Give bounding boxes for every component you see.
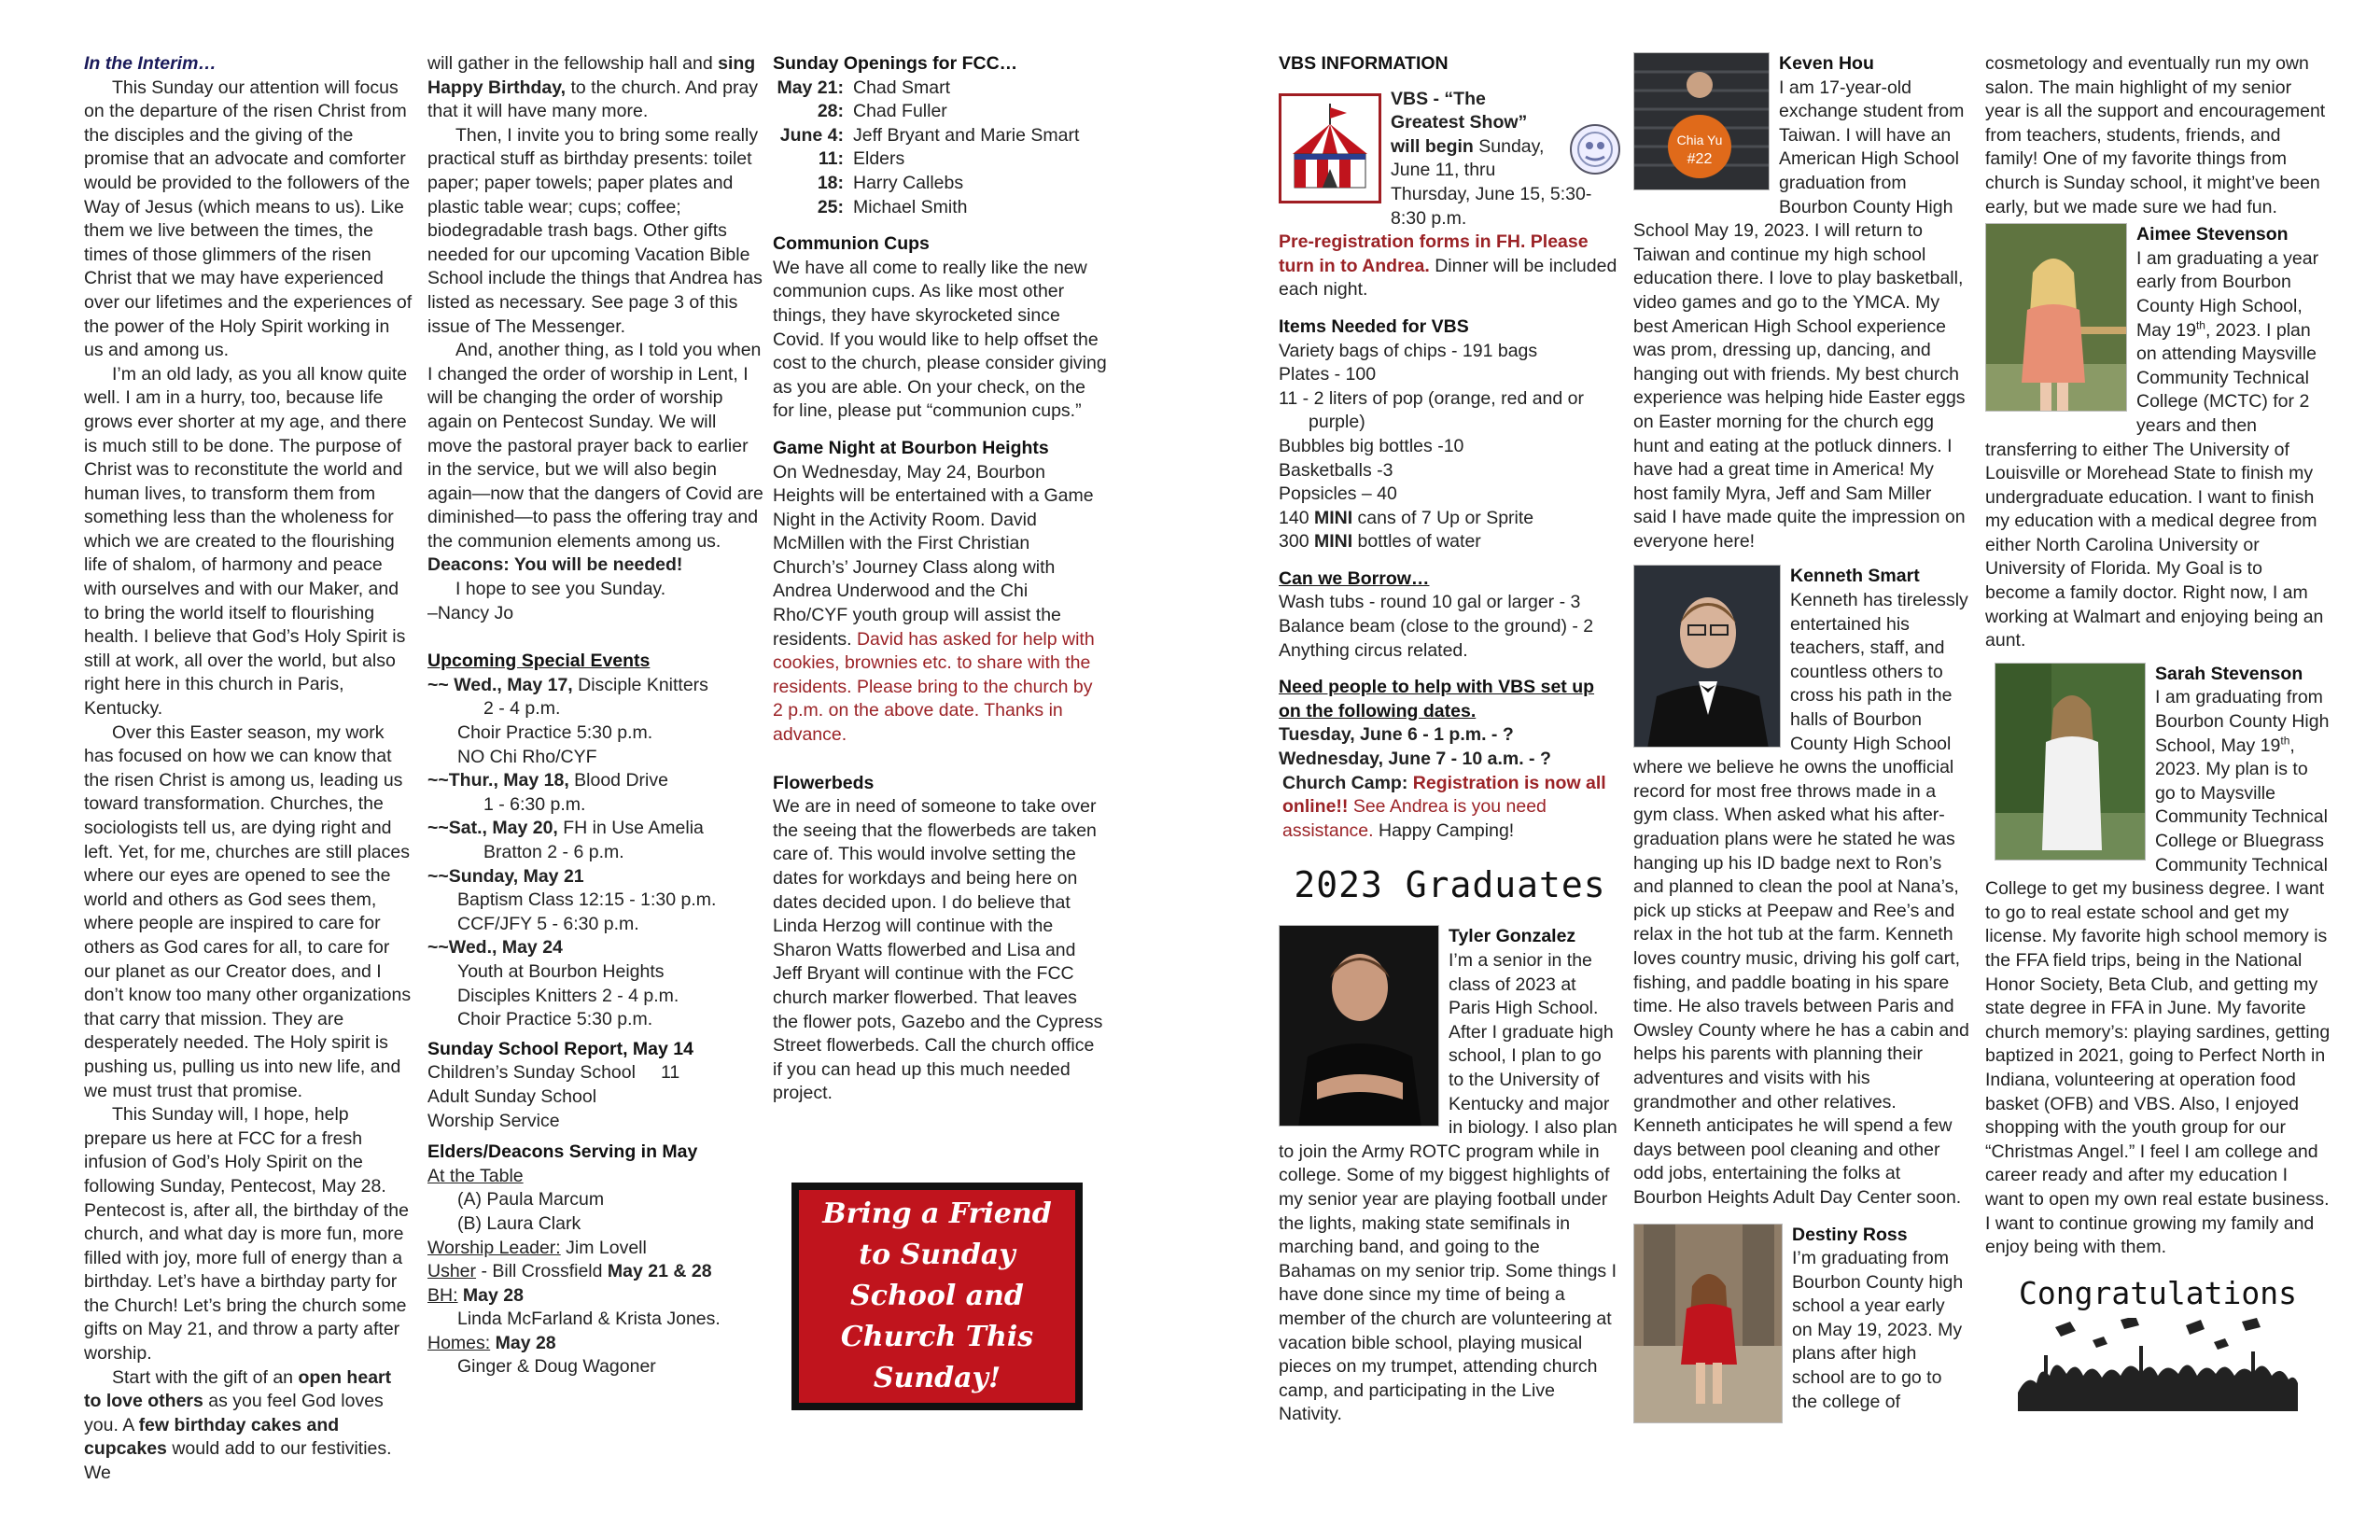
keven-shirt-text: Chia Yu (1676, 133, 1723, 147)
tyler-photo (1279, 925, 1439, 1127)
graduate-kenneth (1633, 565, 1969, 1210)
vbs-item: purple) (1309, 412, 1365, 433)
opening-date: 11: (818, 148, 844, 170)
graduate-keven (1633, 52, 1969, 553)
event-date: ~~Sat., May 20, (427, 818, 558, 839)
sarah-name: Sarah Stevenson (2155, 663, 2303, 684)
column-vbs (1279, 52, 1621, 1427)
text-run: cans of 7 Up or Sprite (1352, 507, 1534, 528)
text-run: th (2280, 734, 2290, 748)
text-run: May 28 (490, 1332, 556, 1353)
borrow-item: Balance beam (close to the ground) - 2 (1279, 616, 1594, 637)
text-run: Homes: (427, 1332, 491, 1353)
text-run: Start with the gift of an (112, 1366, 299, 1388)
flowerbeds-title: Flowerbeds (773, 772, 875, 793)
text-run: Happy Camping! (1373, 819, 1515, 841)
keven-shirt-number: #22 (1687, 151, 1713, 167)
openings-list (773, 77, 1107, 220)
text-run: 140 (1279, 507, 1314, 528)
text-run: Pre-registration forms in FH. Please turn in to Andrea. (1279, 231, 1589, 276)
setup-title: Need people to help with VBS set up on the following dates. (1279, 677, 1595, 721)
bh (427, 1284, 763, 1309)
destiny-bio: I’m graduating from Bourbon County high school a year early on May 19, 2023. My plans after high school are to go to the college of (1792, 1248, 1964, 1412)
opening-date: 28: (817, 101, 844, 122)
text-run: - Bill Crossfield (476, 1261, 608, 1282)
event-line: CCF/JFY 5 - 6:30 p.m. (457, 913, 639, 934)
event-line: Disciples Knitters 2 - 4 p.m. (457, 985, 679, 1006)
graduate-sarah (1985, 663, 2331, 1260)
column-five (1633, 52, 1969, 1429)
text-run: sing Happy Birthday, (427, 53, 756, 98)
circus-tent-icon (1279, 93, 1381, 203)
text-run: th (2195, 318, 2205, 332)
opening-name: Michael Smith (853, 196, 968, 217)
opening-row (773, 124, 1107, 148)
bring-friend-text: Bring a Friend to Sunday School and Church This Sunday! (799, 1190, 1075, 1403)
opening-name: Elders (853, 148, 905, 170)
text-run: May 28 (457, 1284, 524, 1306)
event-date: ~~Sunday, May 21 (427, 865, 584, 887)
vbs-items-title: Items Needed for VBS (1279, 315, 1469, 337)
kenneth-bio-2: Kenneth anticipates he will spend a few days between pool cleaning and other odd jobs, entertaining the folks at Bourbon Heights Adult Day Center soon. (1633, 1115, 1962, 1208)
interim-paragraph: I’m an old lady, as you all know quite well. I am in a hurry, too, because life grows ever shorter at my age, and there is much still to be done. The purpose of Christ was to reconstitute the world and human lives, to transform them from something less than the wholeness for which we are created to the flourishing life of shalom, of harmony and peace with ourselves and with our Maker, and to bring the world itself to flourishing health. I believe that God’s Holy Spirit is still at work, all over the world, but also right here in this church in Paris, Kentucky. (84, 363, 408, 720)
text-run: 300 (1279, 531, 1314, 553)
flowerbeds-body: We are in need of someone to take over the seeing that the flowerbeds are taken care of. This would involve setting the dates for workdays and being here on dates decided upon. I do believe that Linda Herzog will continue with the Sharon Watts flowerbed and Lisa and Jeff Bryant will continue with the FCC church marker flowerbed. That leaves the flower pots, Gazebo and the Cypress Street flowerbeds. Call the church office if you can head up this much needed project. (773, 796, 1103, 1104)
bh-names: Linda McFarland & Krista Jones. (457, 1309, 721, 1330)
event-line: 1 - 6:30 p.m. (483, 793, 586, 815)
opening-name: Chad Fuller (853, 101, 947, 122)
text-run: few birthday cakes and cupcakes (84, 1414, 340, 1460)
text-run: Jim Lovell (560, 1237, 647, 1258)
aimee-name: Aimee Stevenson (2136, 224, 2289, 245)
keven-name: Keven Hou (1779, 53, 1874, 74)
graduate-destiny (1633, 1224, 1969, 1415)
setup-date: Wednesday, June 7 - 10 a.m. - ? (1279, 749, 1551, 770)
interim-paragraph: Then, I invite you to bring some really practical stuff as birthday presents: toilet paper; paper towels; paper plates and plastic table wear; cups; coffee; biodegradable trash bags. Other gifts needed for our upcoming Vacation Bible School include the things that Andrea has listed as necessary. See page 3 of this issue of The Messenger. (427, 124, 763, 337)
tyler-name: Tyler Gonzalez (1449, 926, 1576, 947)
opening-name: Harry Callebs (853, 172, 964, 193)
opening-row (773, 100, 1107, 124)
opening-row (773, 147, 1107, 172)
gamenight-title: Game Night at Bourbon Heights (773, 437, 1049, 458)
vbs-item: Bubbles big bottles -10 (1279, 435, 1464, 456)
congratulations-title: Congratulations (2018, 1274, 2297, 1311)
text-run: will gather in the fellowship hall and (427, 53, 719, 74)
interim-signature: –Nancy Jo (427, 602, 514, 623)
column-three (773, 52, 1107, 1106)
keven-bio: I am 17-year-old exchange student from Taiwan. I will have an American High School graduation from Bourbon County High School May 19, 2023. I will return to Taiwan and continue my high school education there. I love to play basketball, video games and go to the YMCA. My best American High School experience was prom, dressing up, dancing, and hanging out with friends. My best church experience was helping hide Easter eggs on Easter morning for the church egg hunt and eating at the potluck dinners. I have had a great time in America! My host family Myra, Jeff and Sam Miller said I have made quite the impression on everyone here! (1633, 77, 1966, 552)
text-run: , 2023. I plan on attending Maysville Community Technical College (MCTC) for 2 years and then transferring to either The University of Louisville or Morehead State to finish my undergraduate education. I want to finish my education with a medical degree from either North Carolina University or University of Florida. My Goal is to become a family doctor. Right now, I am working at Walmart and enjoying being an aunt. (1985, 319, 2324, 651)
aimee-photo (1985, 223, 2127, 412)
event-line: Choir Practice 5:30 p.m. (457, 722, 653, 744)
text-run: On Wednesday, May 24, Bourbon Heights will be entertained with a Game Night in the Activity Room. David McMillen with the First Christian Church’s’ Journey Class along with Andrea Underwood and the Chi Rho/CYF youth group will assist the residents. (773, 461, 1094, 650)
text-run: VBS - “The Greatest Show” will begin (1391, 88, 1528, 157)
interim-paragraph (84, 1366, 413, 1486)
elder-a: (A) Paula Marcum (457, 1189, 605, 1211)
ss-report-line: Worship Service (427, 1110, 560, 1131)
destiny-bio-continued: cosmetology and eventually run my own salon. The main highlight of my senior year is all the support and encouragement from teachers, students, friends, and family! One of my favorite things from church is Sunday school, it might’ve been early, but we made sure we had fun. (1985, 53, 2326, 217)
text-run: , 2023. My plan is to go to Maysville Community Technical College or Bluegrass Community Technical College to get my business degree. I want to go to real estate school and get my license. My favorite high school memory is the FFA field trips, being in the National Honor Society, Beta Club, and getting my state degree in FFA in June. My favorite church memory’s: playing sardines, getting baptized in 2021, going to Perfect North in Indiana, volunteering at operation food basket (OFB) and VBS. Also, I enjoyed shopping with the youth group for our “Christmas Angel.” I feel I am college and career ready and after my education I want to open my own real estate business. I want to continue growing my family and enjoy being with them. (1985, 735, 2331, 1258)
homes (427, 1332, 763, 1356)
graduation-caps-icon (2018, 1318, 2298, 1411)
text-run: bottles of water (1352, 531, 1481, 553)
opening-row (773, 196, 1107, 220)
event-date: ~~Thur., May 18, (427, 770, 569, 791)
opening-row (773, 172, 1107, 196)
vbs-intro (1279, 88, 1621, 231)
openings-title: Sunday Openings for FCC… (773, 53, 1018, 74)
vbs-item (1279, 530, 1621, 554)
opening-date: 18: (817, 172, 844, 193)
text-run: MINI (1313, 507, 1353, 528)
elders-table-label: At the Table (427, 1165, 524, 1186)
graduate-aimee (1985, 223, 2331, 653)
interim-paragraph: Over this Easter season, my work has focused on how we can know that the risen Christ is among us, leading us toward transformation. Churches, the sociologists tell us, are dying right and left. Yet, for me, churches are still places where our eyes are opened to see the world and others as God sees them, where people are inspired to care for others as God cares for all, to care for our planet as our Creator does, and I don’t know too many other organizations that carry that mission. They are desperately needed. The Holy spirit is pushing us, pulling us into new life, and we must trust that promise. (84, 721, 412, 1101)
church-camp (1279, 772, 1621, 844)
borrow-title: Can we Borrow… (1279, 567, 1430, 589)
event-line: NO Chi Rho/CYF (457, 746, 597, 767)
text-run: Usher (427, 1261, 477, 1282)
column-two (427, 52, 763, 1379)
borrow-item: Anything circus related. (1279, 639, 1468, 661)
ss-report-line: Children’s Sunday School 11 (427, 1062, 680, 1084)
vbs-item: Plates - 100 (1279, 364, 1377, 385)
text-run: I am graduating a year early from Bourbon County High School, May 19 (2136, 247, 2319, 341)
bring-friend-box (791, 1183, 1083, 1410)
text-run: BH: (427, 1284, 458, 1306)
text-run: Sunday, June 11, thru Thursday, June 15, 5:30-8:30 p.m. (1391, 135, 1592, 229)
opening-date: June 4: (779, 124, 844, 146)
tyler-bio: I’m a senior in the class of 2023 at Paris High School. After I graduate high school, I plan to go to the University of Kentucky and major in biology. I also plan to join the Army ROTC program while in college. Some of my biggest highlights of my senior year are playing football under the lights, making state semifinals in marching band, and going to the Bahamas on my senior trip. Some things I have done since my time of being a member of the church are volunteering at vacation bible school, playing musical pieces on my trumpet, attending church camp, and participating in the Live Nativity. (1279, 950, 1617, 1425)
vbs-prereg (1279, 231, 1621, 302)
elders-title: Elders/Deacons Serving in May (427, 1141, 698, 1163)
homes-names: Ginger & Doug Wagoner (457, 1356, 656, 1378)
text-run: I am graduating from Bourbon County High School, May 19 (2155, 687, 2330, 756)
interim-paragraph (427, 339, 763, 578)
event-text: Blood Drive (568, 770, 668, 791)
kenneth-name: Kenneth Smart (1790, 566, 1920, 587)
text-run: Dinner will be included each night. (1279, 255, 1617, 301)
gamenight-body (773, 461, 1107, 748)
event-date: ~~ Wed., May 17, (427, 674, 573, 695)
text-run: to the church. And pray that it will have many more. (427, 77, 759, 122)
vbs-item: 11 - 2 liters of pop (orange, red and or (1279, 387, 1584, 409)
text-run: open heart to love others (84, 1366, 392, 1412)
vbs-item: Variety bags of chips - 191 bags (1279, 340, 1538, 361)
vbs-title: VBS INFORMATION (1279, 53, 1449, 74)
text-run: Church Camp: (1282, 772, 1413, 793)
opening-date: 25: (817, 196, 844, 217)
communion-title: Communion Cups (773, 233, 930, 255)
event-line: Youth at Bourbon Heights (457, 960, 665, 982)
text-run: Worship Leader: (427, 1237, 561, 1258)
kenneth-photo (1633, 565, 1781, 748)
event-line (427, 769, 763, 793)
borrow-item: Wash tubs - round 10 gal or larger - 3 (1279, 592, 1581, 613)
kenneth-bio: Kenneth has tirelessly entertained his teachers, staff, and countless others to cross his path in the halls of Bourbon County High School where we believe he owns the unofficial record for most free throws made in a gym class. When asked what his after-graduation plans were he stated he was hanging up his ID badge next to Ron’s and planned to clean the pool at Nana’s, pick up sticks at Peepaw and Ree’s and relax in the hot tub at the farm. Kenneth loves country music, driving his golf cart, fishing, and paddle boating in his spare time. He also travels between Paris and Owsley County where he has a cabin and helps his parents with planning their adventures and visits with his grandmother and other relatives. (1633, 590, 1969, 1113)
graduate-tyler (1279, 925, 1621, 1426)
children-badge-icon (1569, 123, 1621, 175)
keven-photo (1633, 52, 1770, 190)
vbs-item (1279, 507, 1621, 531)
event-line: Bratton 2 - 6 p.m. (483, 842, 624, 862)
event-line: 2 - 4 p.m. (483, 698, 561, 720)
event-line: Choir Practice 5:30 p.m. (457, 1009, 653, 1030)
opening-row (773, 77, 1107, 101)
event-date: ~~Wed., May 24 (427, 937, 563, 959)
destiny-name: Destiny Ross (1792, 1224, 1908, 1245)
worship-leader (427, 1237, 763, 1261)
vbs-item: Popsicles – 40 (1279, 483, 1397, 505)
column-six (1985, 52, 2331, 1411)
text-run: would add to our festivities. We (84, 1438, 392, 1484)
setup-date: Tuesday, June 6 - 1 p.m. - ? (1279, 724, 1514, 746)
ss-report-title: Sunday School Report, May 14 (427, 1038, 693, 1059)
event-line: Baptism Class 12:15 - 1:30 p.m. (457, 889, 717, 911)
event-line (427, 674, 763, 698)
communion-body: We have all come to really like the new communion cups. As like most other things, they have skyrocketed since Covid. If you would like to help offset the cost to the church, please consider giving as you are able. On your check, on the for line, please put “communion cups.” (773, 257, 1107, 422)
opening-date: May 21: (777, 77, 844, 98)
text-run: See Andrea is you need assistance. (1282, 796, 1547, 841)
text-run: And, another thing, as I told you when I changed the order of worship in Lent, I will be changing the order of worship again on Pentecost Sunday. We will move the pastoral prayer back to earlier in the service, but we will also begin again—now that the dangers of Covid are diminished—to pass the offering tray and the communion elements among us. (427, 340, 763, 552)
elder-b: (B) Laura Clark (457, 1212, 581, 1234)
events-title: Upcoming Special Events (427, 651, 651, 672)
usher (427, 1260, 763, 1284)
text-run: May 21 & 28 (607, 1261, 712, 1282)
interim-paragraph (427, 52, 763, 124)
interim-title: In the Interim… (84, 53, 217, 74)
destiny-photo (1633, 1224, 1783, 1423)
event-line (427, 817, 763, 841)
text-run: as you feel God loves you. A (84, 1391, 384, 1435)
event-text: FH in Use Amelia (557, 818, 704, 839)
sarah-photo (1995, 663, 2146, 861)
vbs-item: Basketballs -3 (1279, 459, 1393, 481)
ss-report-line: Adult Sunday School (427, 1085, 597, 1107)
column-interim (84, 52, 413, 1486)
event-line (427, 936, 763, 960)
interim-paragraph: This Sunday our attention will focus on the departure of the risen Christ from the disciples and the giving of the promise that an advocate and comforter would be provided to the followers of the Way of Jesus (which means to us). Like them we live between the times, the times of those glimmers of the risen Christ that we may have experienced over our lifetimes and the experiences of the power of the Holy Spirit working in us and among us. (84, 77, 413, 361)
interim-paragraph: This Sunday will, I hope, help prepare us here at FCC for a fresh infusion of God’s Holy Spirit on the following Sunday, Pentecost, May 28. Pentecost is, after all, the birthday of the church, and what day is more fun, more filled with joy, more full of energy than a birthday. Let’s have a birthday party for the Church! Let’s bring the church some gifts on May 21, and throw a party after worship. (84, 1104, 409, 1365)
text-run: Deacons: You will be needed! (427, 554, 683, 576)
opening-name: Jeff Bryant and Marie Smart (853, 124, 1080, 146)
text-run: David has asked for help with cookies, brownies etc. to share with the residents. Please bring to the church by 2 p.m. on the above date. Thanks in advance. (773, 628, 1095, 746)
event-line (427, 865, 763, 889)
opening-name: Chad Smart (853, 77, 951, 98)
graduates-title: 2023 Graduates (1294, 864, 1606, 906)
event-text: Disciple Knitters (572, 674, 708, 695)
text-run: Registration is now all online!! (1282, 772, 1606, 818)
text-run: MINI (1313, 531, 1353, 553)
interim-closing: I hope to see you Sunday. (455, 579, 666, 600)
events-list (427, 674, 763, 1032)
